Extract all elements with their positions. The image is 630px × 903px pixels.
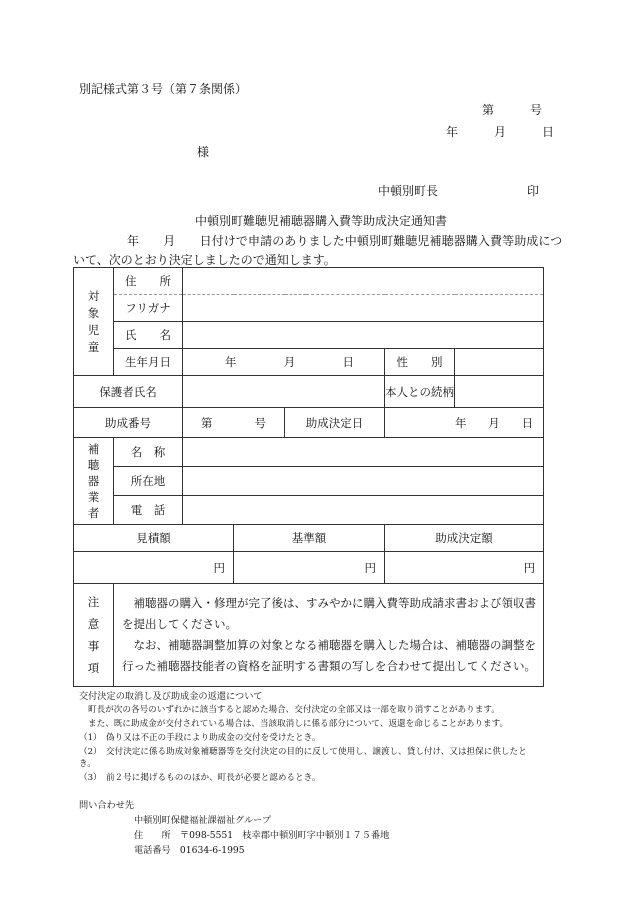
vendor-group-label: 補 聴 器 業 者 [74, 438, 114, 525]
decision-table [73, 267, 544, 687]
gender-field[interactable] [455, 349, 544, 376]
contact-department: 中頓別町保健福祉課福祉グループ [134, 815, 272, 826]
vendor-name-field[interactable] [183, 438, 544, 467]
contact-address: 住 所 〒098-5551 枝幸郡中頓別町字中頓別１７５番地 [134, 830, 390, 841]
notes-paragraph-2: なお、補聴器調整加算の対象となる補聴器を購入した場合は、補聴器の調整を行った補聴器技能者の資格を証明する書類の写しを合わせて提出してください。 [122, 638, 536, 673]
furigana-field[interactable] [183, 295, 544, 322]
address-field[interactable] [183, 268, 544, 295]
decision-date-field[interactable]: 年 月 日 [385, 408, 544, 438]
notes-group-label: 注 意 事 項 [74, 584, 114, 687]
revocation-item-2: （2） 交付決定に係る助成対象補聴器等を交付決定の目的に反して使用し、譲渡し、貸し付け、又は担保に供したと [79, 747, 527, 757]
vendor-name-label: 名 称 [114, 438, 183, 467]
notes-paragraph-1: 補聴器の購入・修理が完了後は、すみやかに購入費等助成請求書および領収書を提出してください。 [122, 596, 536, 631]
vendor-phone-field[interactable] [183, 496, 544, 525]
revocation-item-3: （3） 前２号に掲げるもののほか、町長が必要と認めるとき。 [79, 773, 321, 783]
addressee-suffix: 様 [197, 145, 210, 159]
form-number: 別記様式第３号（第７条関係） [79, 82, 248, 96]
revocation-item-1: （1） 偽り又は不正の手段により助成金の交付を受けたとき。 [79, 733, 321, 743]
subject-child-group-label: 対 象 児 童 [74, 268, 114, 376]
standard-amount-label: 基準額 [234, 525, 385, 552]
child-name-field[interactable] [183, 322, 544, 349]
child-name-label: 氏 名 [114, 322, 183, 349]
vendor-phone-label: 電 話 [114, 496, 183, 525]
intro-line-2: いて、次のとおり決定しましたので通知します。 [73, 253, 336, 267]
address-label: 住 所 [114, 268, 183, 295]
contact-heading: 問い合わせ先 [79, 800, 135, 811]
intro-line-1: 年 月 日付けで申請のありました中頓別町難聴児補聴器購入費等助成につ [127, 234, 563, 248]
document-date: 年 月 日 [446, 125, 555, 139]
revocation-item-2-cont: き。 [79, 759, 96, 769]
vendor-location-field[interactable] [183, 467, 544, 496]
grant-number-label: 助成番号 [74, 408, 183, 438]
relation-field[interactable] [455, 376, 544, 408]
seal-mark: 印 [527, 184, 540, 198]
furigana-label: フリガナ [114, 295, 183, 322]
gender-label: 性 別 [385, 349, 455, 376]
issuer-name: 中頓別町長 [378, 184, 439, 198]
grant-number-field[interactable]: 第 号 [183, 408, 285, 438]
estimate-field[interactable]: 円 [74, 552, 234, 584]
document-title: 中頓別町難聴児補聴器購入費等助成決定通知書 [195, 214, 448, 228]
revocation-para-1: 町長が次の各号のいずれかに該当すると認めた場合、交付決定の全部又は一部を取り消すことがあります。 [88, 705, 500, 715]
decided-amount-label: 助成決定額 [385, 525, 544, 552]
guardian-name-label: 保護者氏名 [74, 376, 183, 408]
notes-text [114, 584, 544, 687]
relation-label: 本人との続柄 [385, 376, 455, 408]
guardian-name-field[interactable] [183, 376, 385, 408]
revocation-heading: 交付決定の取消し及び助成金の返還について [79, 691, 263, 702]
vendor-location-label: 所在地 [114, 467, 183, 496]
revocation-para-2: また、既に助成金が交付されている場合は、当該取消しに係る部分について、返還を命じることがあります。 [88, 719, 509, 729]
document-number: 第 号 [482, 103, 543, 117]
standard-amount-field[interactable]: 円 [234, 552, 385, 584]
birthdate-field[interactable]: 年 月 日 [183, 349, 385, 376]
decision-date-label: 助成決定日 [285, 408, 385, 438]
decided-amount-field[interactable]: 円 [385, 552, 544, 584]
estimate-label: 見積額 [74, 525, 234, 552]
contact-phone: 電話番号 01634-6-1995 [134, 845, 245, 856]
birthdate-label: 生年月日 [114, 349, 183, 376]
